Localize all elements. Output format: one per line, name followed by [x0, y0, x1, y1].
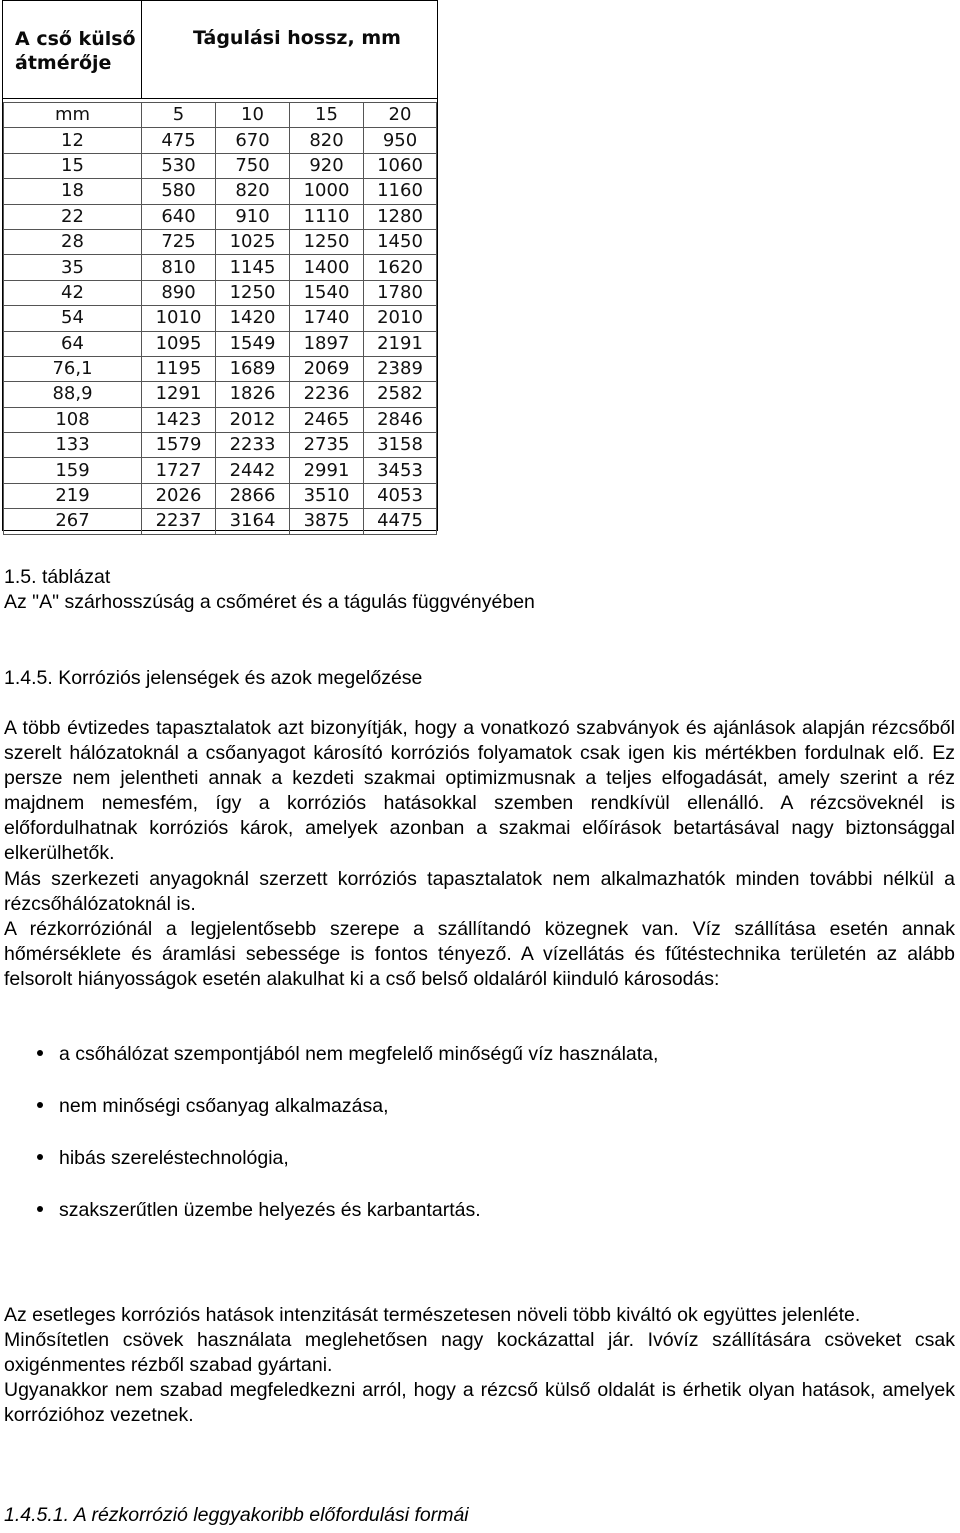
- table-cell: 159: [4, 458, 142, 483]
- table-row: [4, 179, 437, 204]
- table-caption-number: 1.5. táblázat: [4, 566, 111, 588]
- table-cell: 88,9: [4, 382, 142, 407]
- table-cell: 1540: [290, 280, 364, 305]
- table-cell: 1280: [364, 204, 437, 229]
- table-row: [4, 128, 437, 153]
- table-cell: 42: [4, 280, 142, 305]
- table-cell: 3164: [216, 509, 290, 534]
- table-cell: 15: [4, 153, 142, 178]
- table-cell: 1195: [142, 356, 216, 381]
- table-cell: 54: [4, 306, 142, 331]
- table-cell: 1689: [216, 356, 290, 381]
- table-grid: [3, 102, 437, 535]
- table-cell: 15: [290, 103, 364, 128]
- table-row: [4, 458, 437, 483]
- header-divider: [141, 1, 142, 98]
- table-cell: 1579: [142, 433, 216, 458]
- table-cell: 920: [290, 153, 364, 178]
- table-cell: 2465: [290, 407, 364, 432]
- table-cell: 2012: [216, 407, 290, 432]
- table-cell: 475: [142, 128, 216, 153]
- table-row: [4, 255, 437, 280]
- table-row: [4, 356, 437, 381]
- table-cell: 890: [142, 280, 216, 305]
- table-row: [4, 331, 437, 356]
- table-cell: 267: [4, 509, 142, 534]
- table-row: [4, 407, 437, 432]
- paragraph: Más szerkezeti anyagoknál szerzett korróziós tapasztalatok nem alkalmazhatók minden további nélkül a rézcsőhálózatoknál is.: [4, 867, 955, 915]
- table-cell: 64: [4, 331, 142, 356]
- paragraph: Minősítetlen csövek használata meglehetősen nagy kockázattal jár. Ivóvíz szállítására csöveket csak oxigénmentes rézből szabad gyártani.: [4, 1329, 955, 1377]
- table-cell: 2846: [364, 407, 437, 432]
- table-cell: 950: [364, 128, 437, 153]
- table-cell: 580: [142, 179, 216, 204]
- table-row: [4, 306, 437, 331]
- table-row: [4, 483, 437, 508]
- table-cell: 1110: [290, 204, 364, 229]
- table-cell: 35: [4, 255, 142, 280]
- table-cell: 1000: [290, 179, 364, 204]
- header-outer-diameter: A cső külső átmérője: [15, 28, 136, 74]
- table-cell: 12: [4, 128, 142, 153]
- table-cell: 20: [364, 103, 437, 128]
- bullet-icon: [37, 1206, 43, 1212]
- table-cell: 1250: [290, 229, 364, 254]
- subsection-heading: 1.4.5.1. A rézkorrózió leggyakoribb előfordulási formái: [4, 1504, 469, 1526]
- table-row: [4, 204, 437, 229]
- table-cell: 1010: [142, 306, 216, 331]
- table-row: [4, 153, 437, 178]
- table-cell: 1095: [142, 331, 216, 356]
- table-cell: 1060: [364, 153, 437, 178]
- table-cell: 1727: [142, 458, 216, 483]
- table-cell: 3453: [364, 458, 437, 483]
- table-cell: 1160: [364, 179, 437, 204]
- table-cell: 108: [4, 407, 142, 432]
- bullet-icon: [37, 1050, 43, 1056]
- table-cell: 2237: [142, 509, 216, 534]
- section-heading: 1.4.5. Korróziós jelenségek és azok megelőzése: [4, 667, 423, 689]
- table-cell: 219: [4, 483, 142, 508]
- expansion-length-table: [2, 0, 438, 531]
- table-cell: 2026: [142, 483, 216, 508]
- table-cell: 5: [142, 103, 216, 128]
- table-cell: 3158: [364, 433, 437, 458]
- table-row: [4, 229, 437, 254]
- paragraph: A rézkorróziónál a legjelentősebb szerepe a szállítandó közegnek van. Víz szállítása esetén annak hőmérséklete és áramlási sebessége is fontos tényező. A vízellátás és fűtéstechnika területén az alább felsorolt hiányosságok esetén alakulhat ki a cső belső oldaláról kiinduló károsodás:: [4, 917, 955, 990]
- table-row: [4, 382, 437, 407]
- table-cell: 530: [142, 153, 216, 178]
- table-cell: 750: [216, 153, 290, 178]
- table-cell: 1025: [216, 229, 290, 254]
- table-cell: 76,1: [4, 356, 142, 381]
- bullet-icon: [37, 1102, 43, 1108]
- paragraph-block-2: [4, 1303, 955, 1428]
- table-cell: 2389: [364, 356, 437, 381]
- table-cell: 1423: [142, 407, 216, 432]
- bullet-icon: [37, 1154, 43, 1160]
- table-cell: 2010: [364, 306, 437, 331]
- table-cell: 22: [4, 204, 142, 229]
- table-row: [4, 433, 437, 458]
- table-cell: 2866: [216, 483, 290, 508]
- table-cell: 2191: [364, 331, 437, 356]
- table-cell: 3510: [290, 483, 364, 508]
- table-header: [3, 1, 437, 99]
- table-cell: 1145: [216, 255, 290, 280]
- table-cell: 10: [216, 103, 290, 128]
- table-row: [4, 103, 437, 128]
- table-cell: 2236: [290, 382, 364, 407]
- table-cell: 1897: [290, 331, 364, 356]
- table-cell: 1740: [290, 306, 364, 331]
- table-cell: 3875: [290, 509, 364, 534]
- table-cell: 1620: [364, 255, 437, 280]
- table-cell: 670: [216, 128, 290, 153]
- table-cell: 133: [4, 433, 142, 458]
- table-cell: 1400: [290, 255, 364, 280]
- table-cell: 1549: [216, 331, 290, 356]
- table-cell: 28: [4, 229, 142, 254]
- table-cell: 725: [142, 229, 216, 254]
- table-cell: 18: [4, 179, 142, 204]
- table-cell: 810: [142, 255, 216, 280]
- table-cell: 910: [216, 204, 290, 229]
- table-cell: 1826: [216, 382, 290, 407]
- table-cell: 2735: [290, 433, 364, 458]
- table-cell: 4053: [364, 483, 437, 508]
- table-cell: 820: [290, 128, 364, 153]
- table-cell: 2582: [364, 382, 437, 407]
- table-cell: 4475: [364, 509, 437, 534]
- paragraph: Ugyanakkor nem szabad megfeledkezni arról, hogy a rézcső külső oldalát is érhetik olyan hatások, amelyek korrózióhoz vezetnek.: [4, 1379, 955, 1427]
- paragraph: A több évtizedes tapasztalatok azt bizonyítják, hogy a vonatkozó szabványok és ajánlások alapján rézcsőből szerelt hálózatoknál a csőanyagot károsító korróziós folyamatok csak igen kis mértékben fordulnak elő. Ez persze nem jelentheti annak a kezdeti szakmai optimizmusnak a teljes elfogadását, amely szerint a réz majdnem nemesfém, így a korróziós hatásokkal szemben rendkívül ellenálló. A rézcsöveknél is előfordulhatnak korróziós károk, amelyek azonban a szakmai előírások betartásával nagy biztonsággal elkerülhetők.: [4, 717, 955, 865]
- paragraph: Az esetleges korróziós hatások intenzitását természetesen növeli több kiváltó ok együttes jelenléte.: [4, 1304, 861, 1326]
- table-cell: 2991: [290, 458, 364, 483]
- table-row: [4, 280, 437, 305]
- table-row: [4, 509, 437, 534]
- table-cell: 820: [216, 179, 290, 204]
- table-caption-title: Az "A" szárhosszúság a csőméret és a tágulás függvényében: [4, 591, 535, 613]
- table-cell: 1450: [364, 229, 437, 254]
- table-cell: 2442: [216, 458, 290, 483]
- table-cell: 1780: [364, 280, 437, 305]
- table-cell: 1250: [216, 280, 290, 305]
- table-cell: 640: [142, 204, 216, 229]
- table-cell: 2233: [216, 433, 290, 458]
- header-expansion-length: Tágulási hossz, mm: [193, 27, 401, 49]
- table-cell: 2069: [290, 356, 364, 381]
- table-cell: mm: [4, 103, 142, 128]
- table-cell: 1291: [142, 382, 216, 407]
- paragraph-block-1: [4, 716, 955, 992]
- table-cell: 1420: [216, 306, 290, 331]
